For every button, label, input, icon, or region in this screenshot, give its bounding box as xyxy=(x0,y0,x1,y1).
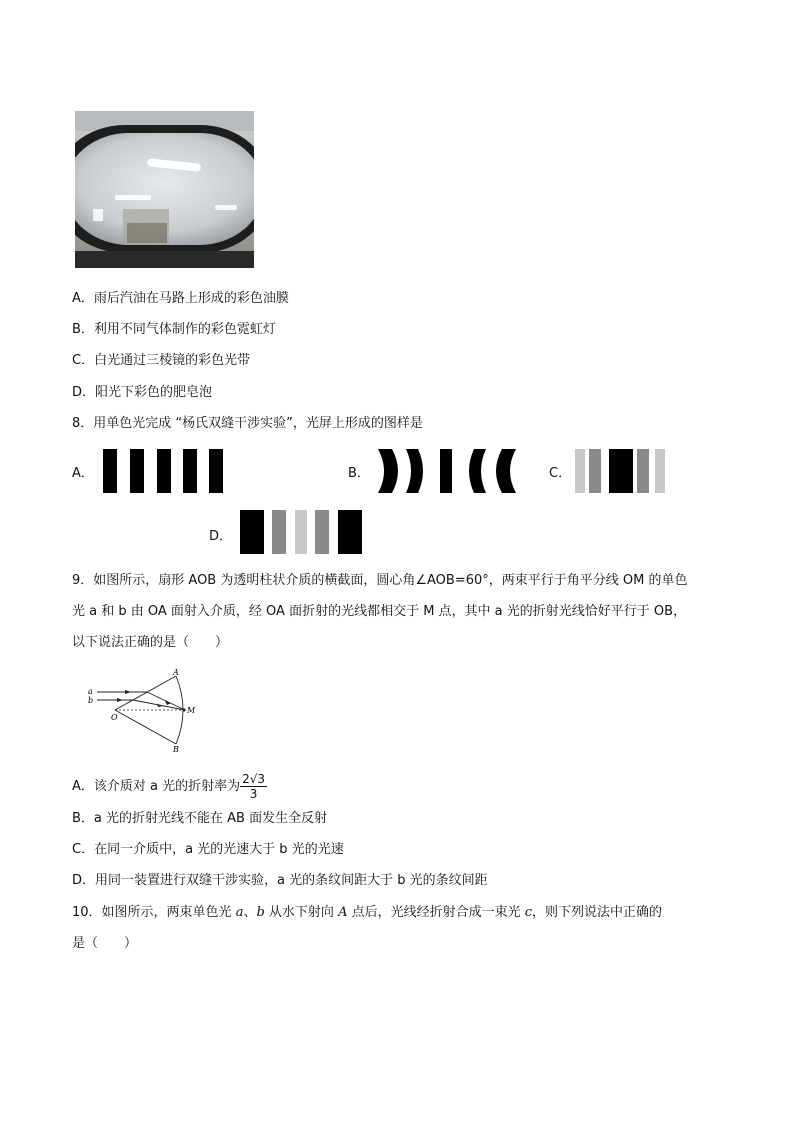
q10-var-A: A xyxy=(338,905,348,920)
q10-var-c: c xyxy=(524,905,532,920)
q10-stem-line1 xyxy=(72,904,662,922)
q9-option-a xyxy=(72,772,267,801)
q9-option-d: D．用同一装置进行双缝干涉实验，a 光的条纹间距大于 b 光的条纹间距 xyxy=(72,873,488,888)
q8-label-d: D． xyxy=(209,529,233,544)
q8-pattern-c xyxy=(575,449,667,493)
q10-text-2: 、 xyxy=(243,905,257,920)
q8-label-b: B． xyxy=(348,466,370,481)
q9-label-m: M xyxy=(187,706,196,715)
q7-option-a: A．雨后汽油在马路上形成的彩色油膜 xyxy=(72,291,289,306)
q9-stem-line3: 以下说法正确的是（ ） xyxy=(72,635,229,650)
lens-photo xyxy=(75,111,254,268)
q10-text-5: ，则下列说法中正确的 xyxy=(532,905,663,920)
q9-fraction-numerator: 2√3 xyxy=(242,772,266,786)
q8-label-a: A． xyxy=(72,466,94,481)
q8-pattern-a xyxy=(103,449,223,493)
q9-stem-line1: 9．如图所示，扇形 AOB 为透明柱状介质的横截面，圆心角∠AOB=60°，两束平行于角平分线 OM 的单色 xyxy=(72,573,688,588)
q10-stem-line2: 是（ ） xyxy=(72,936,138,951)
q9-option-a-text: A．该介质对 a 光的折射率为 xyxy=(72,779,241,794)
q8-pattern-d xyxy=(240,510,362,554)
q10-var-a: a xyxy=(235,905,244,920)
q9-fraction-denominator: 3 xyxy=(249,787,258,801)
q7-option-d: D．阳光下彩色的肥皂泡 xyxy=(72,385,213,400)
q9-label-b-point: B xyxy=(173,745,179,754)
q9-stem-line2: 光 a 和 b 由 OA 面射入介质，经 OA 面折射的光线都相交于 M 点，其中 a 光的折射光线恰好平行于 OB， xyxy=(72,604,687,619)
q9-label-a-point: A xyxy=(173,668,179,677)
q10-text-1: 10．如图所示，两束单色光 xyxy=(72,905,236,920)
q7-option-b: B．利用不同气体制作的彩色霓虹灯 xyxy=(72,322,276,337)
q9-label-o: O xyxy=(111,713,118,722)
q10-text-3: 从水下射向 xyxy=(264,905,339,920)
q9-label-b: b xyxy=(88,696,94,705)
q9-label-a: a xyxy=(88,687,93,696)
q8-pattern-b xyxy=(376,447,518,495)
q10-text-4: 点后，光线经折射合成一束光 xyxy=(347,905,525,920)
q10-var-b: b xyxy=(256,905,265,920)
q9-option-c: C．在同一介质中，a 光的光速大于 b 光的光速 xyxy=(72,842,344,857)
q8-label-c: C． xyxy=(549,466,572,481)
q8-stem: 8．用单色光完成 “杨氏双缝干涉实验”，光屏上形成的图样是 xyxy=(72,416,423,431)
q9-option-a-fraction xyxy=(240,772,267,801)
q9-sector-diagram xyxy=(85,668,210,754)
q9-option-b: B．a 光的折射光线不能在 AB 面发生全反射 xyxy=(72,811,328,826)
q7-option-c: C．白光通过三棱镜的彩色光带 xyxy=(72,353,251,368)
